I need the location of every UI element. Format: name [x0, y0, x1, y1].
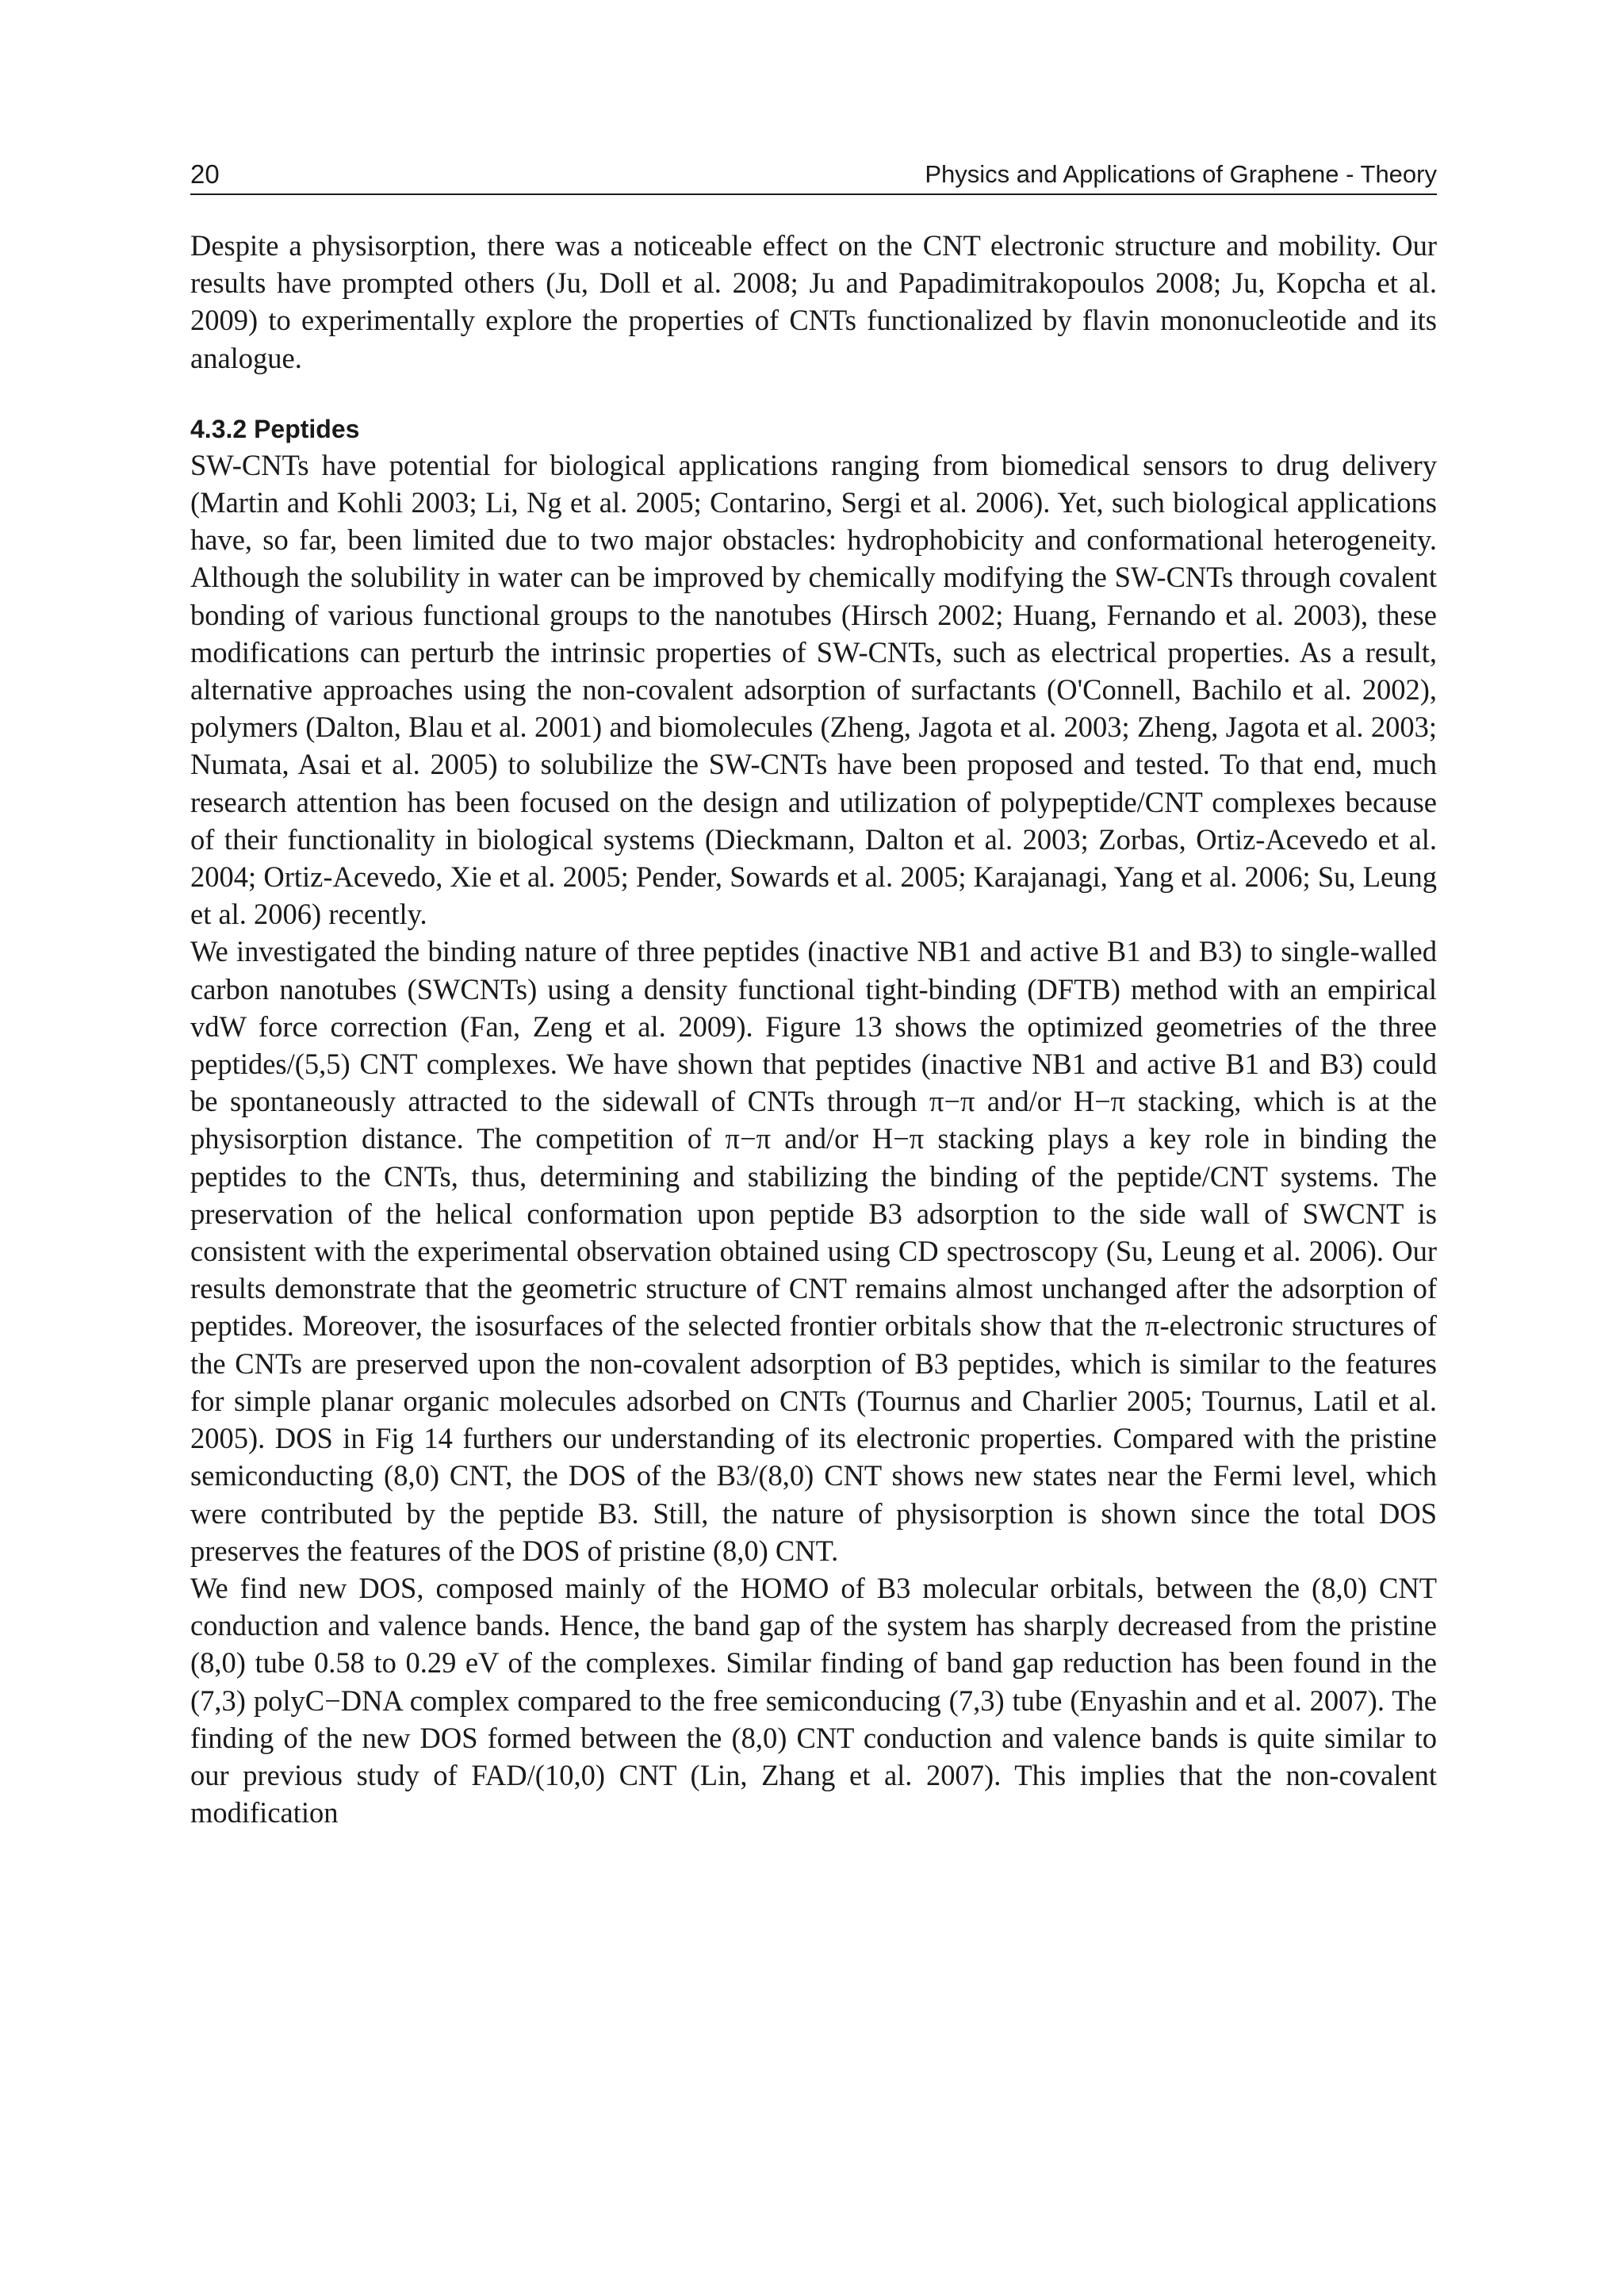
running-header: [190, 159, 1437, 195]
paragraph-swcnt-biological-applications: SW-CNTs have potential for biological applications ranging from biomedical sensors to drug delivery (Martin and Kohli 2003; Li, Ng et al. 2005; Contarino, Sergi et al. 2006). Yet, such biological applications have, so far, been limited due to two major obstacles: hydrophobicity and conformational heterogeneity. Although the solubility in water can be improved by chemically modifying the SW-CNTs through covalent bonding of various functional groups to the nanotubes (Hirsch 2002; Huang, Fernando et al. 2003), these modifications can perturb the intrinsic properties of SW-CNTs, such as electrical properties. As a result, alternative approaches using the non-covalent adsorption of surfactants (O'Connell, Bachilo et al. 2002), polymers (Dalton, Blau et al. 2001) and biomolecules (Zheng, Jagota et al. 2003; Zheng, Jagota et al. 2003; Numata, Asai et al. 2005) to solubilize the SW-CNTs have been proposed and tested. To that end, much research attention has been focused on the design and utilization of polypeptide/CNT complexes because of their functionality in biological systems (Dieckmann, Dalton et al. 2003; Zorbas, Ortiz-Acevedo et al. 2004; Ortiz-Acevedo, Xie et al. 2005; Pender, Sowards et al. 2005; Karajanagi, Yang et al. 2006; Su, Leung et al. 2006) recently.: [190, 448, 1437, 931]
section-heading-peptides: 4.3.2 Peptides: [190, 414, 360, 443]
paragraph-peptide-binding-study: We investigated the binding nature of three peptides (inactive NB1 and active B1 and B3) to single-walled carbon nanotubes (SWCNTs) using a density functional tight-binding (DFTB) method with an empirical vdW force correction (Fan, Zeng et al. 2009). Figure 13 shows the optimized geometries of the three peptides/(5,5) CNT complexes. We have shown that peptides (inactive NB1 and active B1 and B3) could be spontaneously attracted to the sidewall of CNTs through π−π and/or H−π stacking, which is at the physisorption distance. The competition of π−π and/or H−π stacking plays a key role in binding the peptides to the CNTs, thus, determining and stabilizing the binding of the peptide/CNT systems. The preservation of the helical conformation upon peptide B3 adsorption to the side wall of SWCNT is consistent with the experimental observation obtained using CD spectroscopy (Su, Leung et al. 2006). Our results demonstrate that the geometric structure of CNT remains almost unchanged after the adsorption of peptides. Moreover, the isosurfaces of the selected frontier orbitals show that the π-electronic structures of the CNTs are preserved upon the non-covalent adsorption of B3 peptides, which is similar to the features for simple planar organic molecules adsorbed on CNTs (Tournus and Charlier 2005; Tournus, Latil et al. 2005). DOS in Fig 14 furthers our understanding of its electronic properties. Compared with the pristine semiconducting (8,0) CNT, the DOS of the B3/(8,0) CNT shows new states near the Fermi level, which were contributed by the peptide B3. Still, the nature of physisorption is shown since the total DOS preserves the features of the DOS of pristine (8,0) CNT.: [190, 935, 1437, 1567]
book-title: Physics and Applications of Graphene - Theory: [925, 160, 1437, 188]
page: [190, 159, 1437, 1831]
page-number: 20: [190, 159, 220, 189]
paragraph-dos-band-gap: We find new DOS, composed mainly of the HOMO of B3 molecular orbitals, between the (8,0) CNT conduction and valence bands. Hence, the band gap of the system has sharply decreased from the pristine (8,0) tube 0.58 to 0.29 eV of the complexes. Similar finding of band gap reduction has been found in the (7,3) polyC−DNA complex compared to the free semiconducing (7,3) tube (Enyashin and et al. 2007). The finding of the new DOS formed between the (8,0) CNT conduction and valence bands is quite similar to our previous study of FAD/(10,0) CNT (Lin, Zhang et al. 2007). This implies that the non-covalent modification: [190, 1571, 1437, 1829]
paragraph-physisorption-effect: Despite a physisorption, there was a noticeable effect on the CNT electronic structure and mobility. Our results have prompted others (Ju, Doll et al. 2008; Ju and Papadimitrakopoulos 2008; Ju, Kopcha et al. 2009) to experimentally explore the properties of CNTs functionalized by flavin mononucleotide and its analogue.: [190, 229, 1437, 374]
